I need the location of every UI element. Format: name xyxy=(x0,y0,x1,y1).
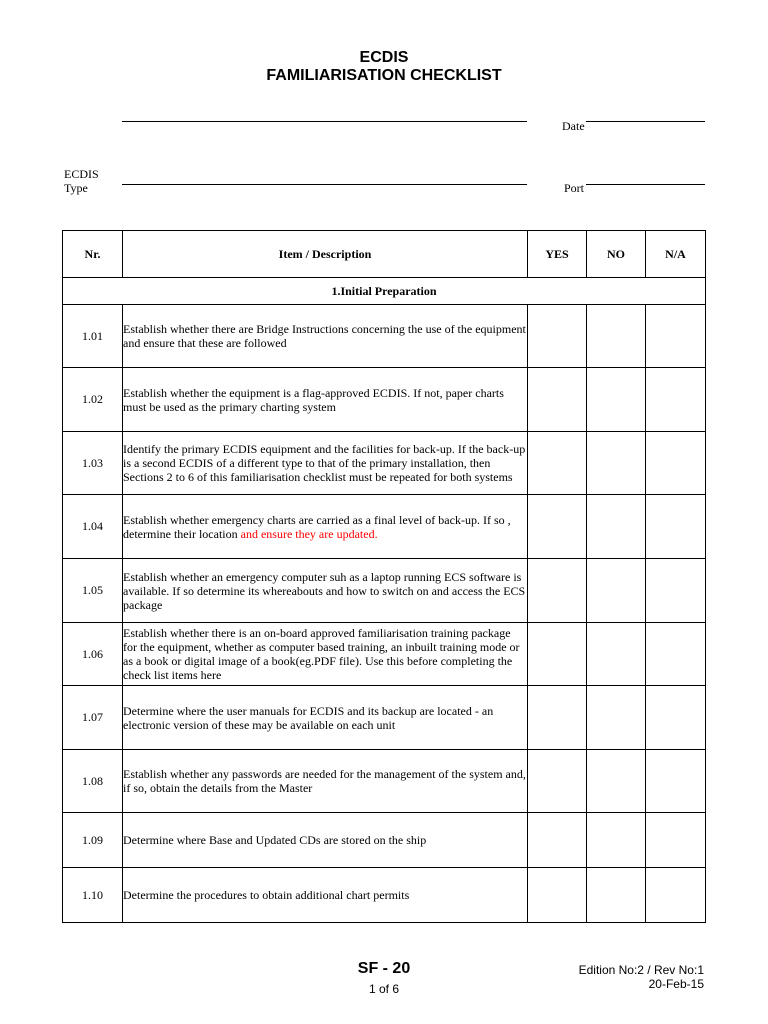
ecdis-type-label xyxy=(64,167,99,195)
edition-date: 20-Feb-15 xyxy=(648,977,704,991)
item-number: 1.01 xyxy=(63,305,123,368)
checkbox-yes[interactable] xyxy=(528,686,587,750)
table-row xyxy=(63,495,706,559)
header-na: N/A xyxy=(646,231,706,278)
checkbox-no[interactable] xyxy=(587,432,646,495)
item-number: 1.09 xyxy=(63,813,123,868)
checkbox-no[interactable] xyxy=(587,686,646,750)
table-row xyxy=(63,623,706,686)
checkbox-yes[interactable] xyxy=(528,868,587,923)
item-description-text: Establish whether there are Bridge Instructions concerning the use of the equipment and ensure that these are followed xyxy=(123,322,526,350)
checkbox-no[interactable] xyxy=(587,868,646,923)
checkbox-yes[interactable] xyxy=(528,495,587,559)
header-nr: Nr. xyxy=(63,231,123,278)
table-row xyxy=(63,868,706,923)
checkbox-no[interactable] xyxy=(587,368,646,432)
table-row xyxy=(63,559,706,623)
checkbox-yes[interactable] xyxy=(528,750,587,813)
item-description xyxy=(123,750,528,813)
table-row xyxy=(63,813,706,868)
item-description-text: Establish whether an emergency computer suh as a laptop running ECS software is available. If so determine its whereabouts and how to switch on and access the ECS package xyxy=(123,569,526,612)
checkbox-na[interactable] xyxy=(646,623,706,686)
checkbox-no[interactable] xyxy=(587,495,646,559)
item-description xyxy=(123,868,528,923)
item-description-text: Determine the procedures to obtain additional chart permits xyxy=(123,888,410,902)
edition-info xyxy=(579,963,704,991)
item-number: 1.08 xyxy=(63,750,123,813)
item-number: 1.07 xyxy=(63,686,123,750)
checkbox-yes[interactable] xyxy=(528,368,587,432)
ecdis-label-line2: Type xyxy=(64,181,88,195)
checkbox-na[interactable] xyxy=(646,559,706,623)
item-description-text: Establish whether there is an on-board approved familiarisation training package for the equipment, whether as computer based training, an inbuilt training mode or as a book or digital image of a book(eg.PDF file). Use this before completing the check list items here xyxy=(123,626,520,682)
item-description-text: Establish whether any passwords are needed for the management of the system and, if so, obtain the details from the Master xyxy=(123,767,526,795)
header-item: Item / Description xyxy=(123,231,528,278)
item-description xyxy=(123,368,528,432)
checkbox-no[interactable] xyxy=(587,813,646,868)
item-description xyxy=(123,813,528,868)
item-number: 1.10 xyxy=(63,868,123,923)
table-row xyxy=(63,368,706,432)
item-description xyxy=(123,686,528,750)
item-description-highlight: and ensure they are updated. xyxy=(240,526,378,541)
item-description xyxy=(123,495,528,559)
item-number: 1.05 xyxy=(63,559,123,623)
checkbox-no[interactable] xyxy=(587,559,646,623)
page-number: 1 of 6 xyxy=(368,982,400,996)
item-number: 1.04 xyxy=(63,495,123,559)
checkbox-na[interactable] xyxy=(646,368,706,432)
checkbox-yes[interactable] xyxy=(528,813,587,868)
section-title: 1.Initial Preparation xyxy=(63,278,706,305)
form-code: SF - 20 xyxy=(357,960,411,977)
item-description xyxy=(123,559,528,623)
item-description xyxy=(123,623,528,686)
table-row xyxy=(63,305,706,368)
checkbox-na[interactable] xyxy=(646,305,706,368)
item-description-text: Identify the primary ECDIS equipment and the facilities for back-up. If the back-up is a second ECDIS of a different type to that of the primary installation, then Sections 2 to 6 of this familiarisation checklist must be repeated for both systems xyxy=(123,442,526,484)
header-no: NO xyxy=(587,231,646,278)
checkbox-na[interactable] xyxy=(646,432,706,495)
checkbox-na[interactable] xyxy=(646,495,706,559)
item-description-text: Establish whether emergency charts are carried as a final level of back-up. If so , determine their location xyxy=(123,512,511,541)
item-description-text: Determine where Base and Updated CDs are stored on the ship xyxy=(123,833,427,847)
table-row xyxy=(63,750,706,813)
header-yes: YES xyxy=(528,231,587,278)
checkbox-na[interactable] xyxy=(646,868,706,923)
item-description-text: Determine where the user manuals for ECDIS and its backup are located - an electronic version of these may be available on each unit xyxy=(123,703,494,732)
edition-number: Edition No:2 / Rev No:1 xyxy=(578,963,704,977)
checkbox-yes[interactable] xyxy=(528,432,587,495)
checklist-table xyxy=(62,230,706,923)
document-title: ECDIS xyxy=(359,49,409,66)
ecdis-type-line[interactable] xyxy=(122,184,527,185)
checkbox-na[interactable] xyxy=(646,750,706,813)
item-number: 1.06 xyxy=(63,623,123,686)
checkbox-no[interactable] xyxy=(587,750,646,813)
checkbox-no[interactable] xyxy=(587,623,646,686)
document-subtitle: FAMILIARISATION CHECKLIST xyxy=(266,67,502,84)
table-header-row xyxy=(63,231,706,278)
port-line[interactable] xyxy=(586,184,705,185)
checkbox-yes[interactable] xyxy=(528,559,587,623)
checkbox-yes[interactable] xyxy=(528,623,587,686)
table-row xyxy=(63,686,706,750)
item-description xyxy=(123,432,528,495)
section-row xyxy=(63,278,706,305)
item-number: 1.03 xyxy=(63,432,123,495)
checkbox-yes[interactable] xyxy=(528,305,587,368)
checkbox-na[interactable] xyxy=(646,686,706,750)
item-description xyxy=(123,305,528,368)
date-line[interactable] xyxy=(586,121,705,122)
item-description-text: Establish whether the equipment is a flag-approved ECDIS. If not, paper charts must be used as the primary charting system xyxy=(123,385,504,414)
date-label: Date xyxy=(562,119,585,133)
checkbox-no[interactable] xyxy=(587,305,646,368)
item-number: 1.02 xyxy=(63,368,123,432)
port-label: Port xyxy=(564,181,585,195)
name-line[interactable] xyxy=(122,121,527,122)
checkbox-na[interactable] xyxy=(646,813,706,868)
ecdis-label-line1: ECDIS xyxy=(64,167,99,181)
table-row xyxy=(63,432,706,495)
